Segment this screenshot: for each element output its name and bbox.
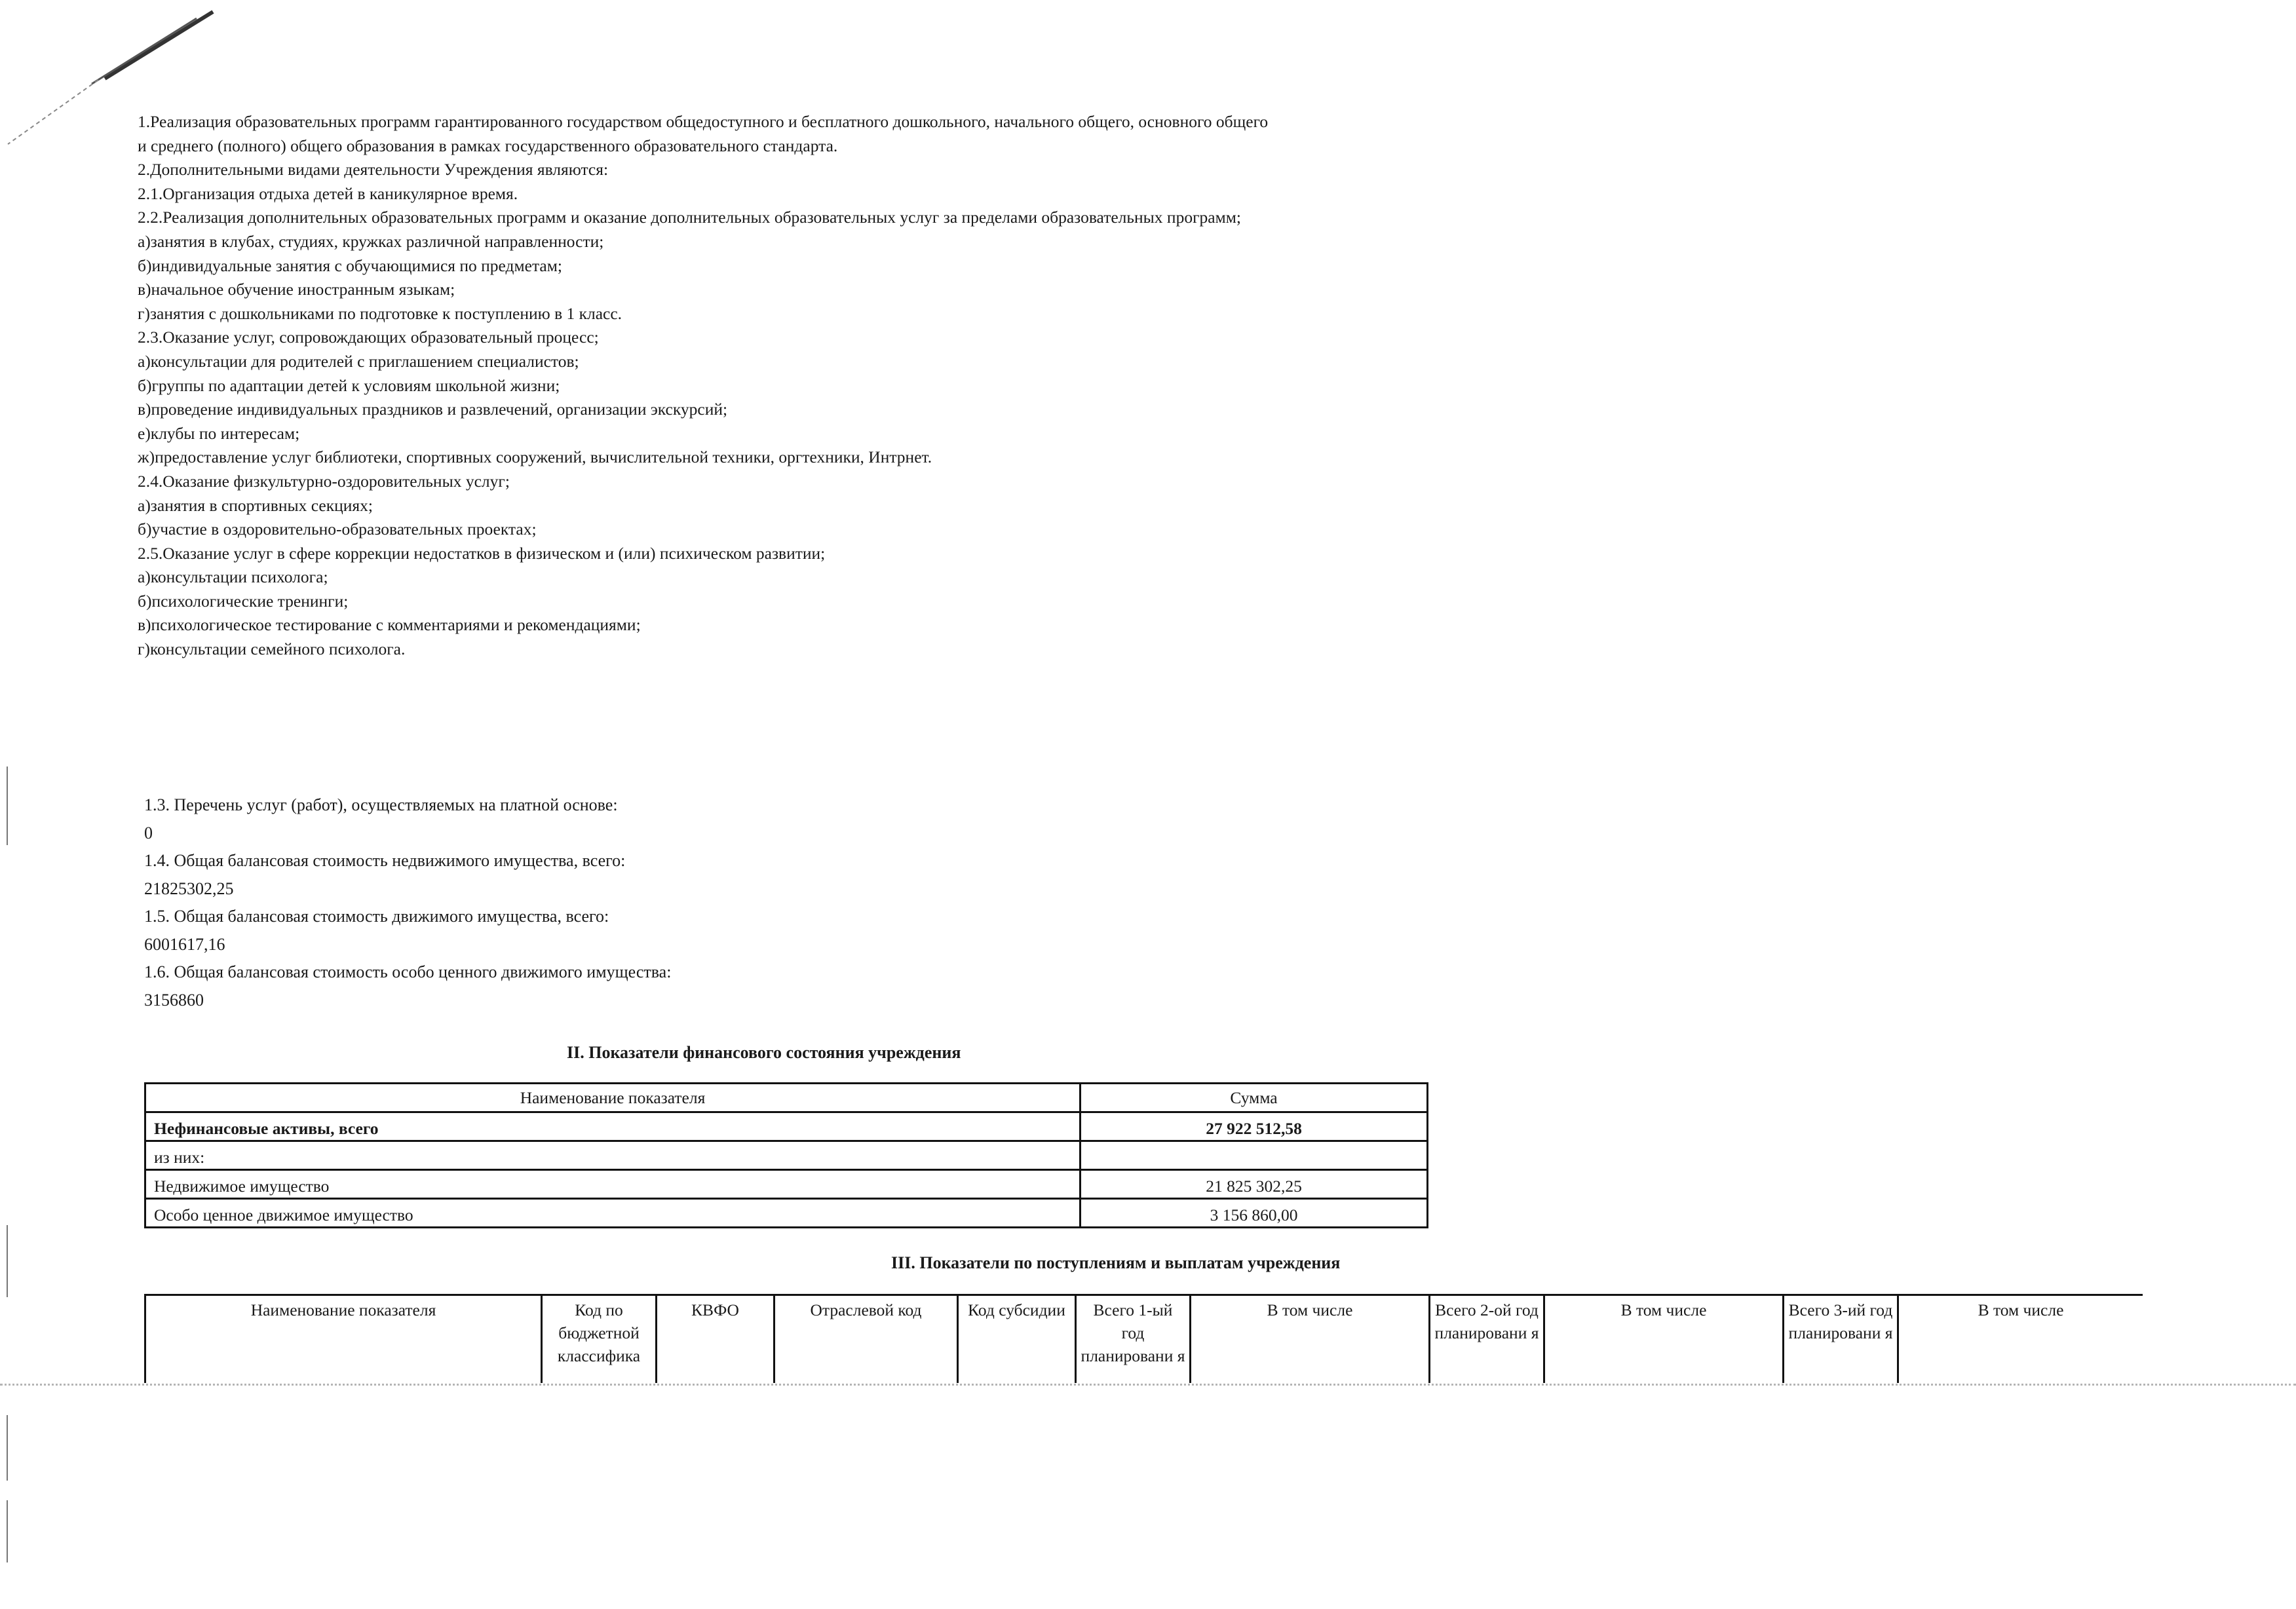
- valuable-property-value: 3156860: [144, 990, 204, 1010]
- financial-state-table: [144, 1082, 1428, 1228]
- table-header-row: [145, 1295, 2143, 1384]
- row-name: Нефинансовые активы, всего: [145, 1112, 1081, 1141]
- activity-line: 2.5.Оказание услуг в сфере коррекции недостатков в физическом и (или) психическом развитии;: [138, 543, 826, 563]
- paid-services-value: 0: [144, 823, 153, 842]
- activities-list: [138, 110, 1461, 662]
- activity-line: б)психологические тренинги;: [138, 591, 349, 611]
- activity-line: ж)предоставление услуг библиотеки, спортивных сооружений, вычислительной техники, оргтехники, Интрнет.: [138, 447, 932, 467]
- activity-line: б)группы по адаптации детей к условиям школьной жизни;: [138, 375, 560, 395]
- column-header-including-3: В том числе: [1898, 1295, 2143, 1384]
- scan-margin-line: [7, 1225, 8, 1297]
- activity-line: г)консультации семейного психолога.: [138, 639, 406, 659]
- column-header-name: Наименование показателя: [145, 1084, 1081, 1112]
- column-header-sector-code: Отраслевой код: [775, 1295, 958, 1384]
- section-2-title: II. Показатели финансового состояния учреждения: [567, 1043, 961, 1062]
- activity-line: 2.1.Организация отдыха детей в каникулярное время.: [138, 183, 518, 203]
- movable-property-label: 1.5. Общая балансовая стоимость движимого имущества, всего:: [144, 907, 609, 926]
- row-name: из них:: [145, 1141, 1081, 1170]
- activity-line: г)занятия с дошкольниками по подготовке к поступлению в 1 класс.: [138, 303, 622, 323]
- row-name: Особо ценное движимое имущество: [145, 1199, 1081, 1228]
- activity-line: а)консультации для родителей с приглашением специалистов;: [138, 351, 579, 371]
- column-header-total-year-1: Всего 1-ый год планировани я: [1076, 1295, 1191, 1384]
- section-3-title: III. Показатели по поступлениям и выплатам учреждения: [891, 1253, 1341, 1272]
- income-expense-table: [144, 1294, 2143, 1383]
- activity-line: а)консультации психолога;: [138, 567, 328, 587]
- scan-margin-line: [7, 1415, 8, 1481]
- real-estate-value: 21825302,25: [144, 879, 234, 898]
- activity-line: 1.Реализация образовательных программ гарантированного государством общедоступного и бесплатного дошкольного, начального общего, основного общего: [138, 112, 1269, 131]
- activity-line: в)проведение индивидуальных праздников и развлечений, организации экскурсий;: [138, 400, 728, 419]
- scan-dotted-line: [0, 1384, 2296, 1386]
- row-value: [1081, 1141, 1428, 1170]
- property-info: [144, 791, 671, 1014]
- activity-line: 2.4.Оказание физкультурно-оздоровительных услуг;: [138, 471, 510, 491]
- activity-line: а)занятия в клубах, студиях, кружках различной направленности;: [138, 231, 604, 251]
- table-header-row: [145, 1084, 1428, 1112]
- activity-line: б)индивидуальные занятия с обучающимися по предметам;: [138, 256, 562, 275]
- table-row: [145, 1141, 1428, 1170]
- row-value: 21 825 302,25: [1081, 1170, 1428, 1199]
- column-header-sum: Сумма: [1081, 1084, 1428, 1112]
- income-expense-table-wrapper: [144, 1294, 2143, 1383]
- real-estate-label: 1.4. Общая балансовая стоимость недвижимого имущества, всего:: [144, 851, 626, 870]
- table-row: [145, 1112, 1428, 1141]
- row-name: Недвижимое имущество: [145, 1170, 1081, 1199]
- activity-line: 2.Дополнительными видами деятельности Учреждения являются:: [138, 160, 609, 180]
- activity-line: б)участие в оздоровительно-образовательных проектах;: [138, 520, 537, 539]
- column-header-name: Наименование показателя: [145, 1295, 542, 1384]
- valuable-property-label: 1.6. Общая балансовая стоимость особо ценного движимого имущества:: [144, 962, 672, 981]
- table-row: [145, 1199, 1428, 1228]
- row-value: 27 922 512,58: [1081, 1112, 1428, 1141]
- column-header-budget-code: Код по бюджетной классифика: [542, 1295, 657, 1384]
- paid-services-label: 1.3. Перечень услуг (работ), осуществляемых на платной основе:: [144, 795, 618, 814]
- scan-margin-line: [7, 767, 8, 845]
- activity-line: е)клубы по интересам;: [138, 423, 300, 443]
- activity-line: в)психологическое тестирование с комментариями и рекомендациями;: [138, 615, 641, 635]
- column-header-total-year-3: Всего 3-ий год планировани я: [1784, 1295, 1898, 1384]
- activity-line: в)начальное обучение иностранным языкам;: [138, 280, 455, 299]
- movable-property-value: 6001617,16: [144, 934, 225, 954]
- activity-line: 2.2.Реализация дополнительных образовательных программ и оказание дополнительных образовательных услуг за пределами образовательных программ;: [138, 208, 1241, 227]
- column-header-including-2: В том числе: [1544, 1295, 1784, 1384]
- column-header-kvfo: КВФО: [657, 1295, 775, 1384]
- table-row: [145, 1170, 1428, 1199]
- scan-margin-line: [7, 1500, 8, 1562]
- activity-line: а)занятия в спортивных секциях;: [138, 495, 373, 515]
- activity-line: и среднего (полного) общего образования в рамках государственного образовательного стандарта.: [138, 136, 838, 155]
- column-header-total-year-2: Всего 2-ой год планировани я: [1430, 1295, 1544, 1384]
- row-value: 3 156 860,00: [1081, 1199, 1428, 1228]
- activity-line: 2.3.Оказание услуг, сопровождающих образовательный процесс;: [138, 328, 599, 347]
- column-header-including-1: В том числе: [1191, 1295, 1430, 1384]
- column-header-subsidy-code: Код субсидии: [958, 1295, 1076, 1384]
